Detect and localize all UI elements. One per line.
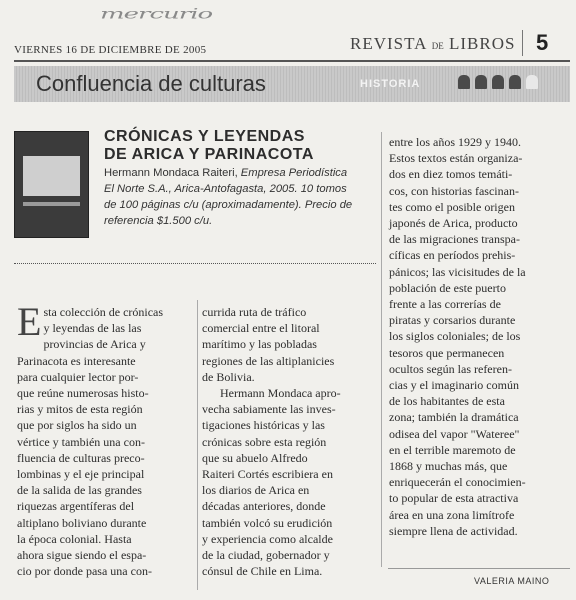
text-line: de las migraciones transpa- [389,232,520,247]
byline-rule [388,568,570,569]
text-line: vecha sabiamente las inves- [202,402,336,417]
article-column-2 [202,304,377,579]
text-line: odisea del vapor "Wateree" [389,426,520,441]
column-divider-1 [197,300,198,590]
text-line: Hermann Mondaca apro- [220,386,341,401]
review-banner [14,66,570,102]
header-rule [14,60,570,62]
text-line: rias y mitos de esta región [17,402,143,417]
section-word-de: DE [431,41,444,51]
text-line: altiplano boliviano durante [17,515,147,530]
book-author: Hermann Mondaca Raiteri, [104,167,238,179]
text-line: 1868 y muchas más, que [389,459,508,474]
text-line: dos en diez tomos temáti- [389,167,513,182]
dateline: VIERNES 16 DE DICIEMBRE DE 2005 [14,44,207,56]
rating-figure-icon [509,75,521,89]
text-line: cónsul de Chile en Lima. [202,564,323,579]
text-line: vértice y también una con- [17,434,145,449]
text-line: de los habitantes de esta [389,394,505,409]
text-line: lombinas y el eje principal [17,467,145,482]
column-divider-2 [381,132,382,567]
book-title [104,128,314,164]
section-word-revista: REVISTA [350,34,427,53]
text-line: tigaciones históricas y las [202,418,325,433]
rating-figure-icon [475,75,487,89]
text-line: zona; también la dramática [389,410,519,425]
text-line: to popular de esta atractiva [389,491,519,506]
text-line: marítimo y las pobladas [202,337,317,352]
cover-stripe [23,202,80,206]
text-line: tes como el posible origen [389,199,515,214]
text-line: de la ciudad, gobernador y [202,548,330,563]
text-line: cos, con historias fascinan- [389,183,519,198]
text-line: enriquecerán el conocimien- [389,475,526,490]
text-line: de Bolivia. [202,369,255,384]
text-line: población de este puerto [389,280,506,295]
credits-line: El Norte S.A., Arica-Antofagasta, 2005. 10 tomos [104,183,347,195]
text-line: que por siglos ha sido un [17,418,137,433]
rating-figure-icon [492,75,504,89]
text-line: crónicas sobre esta región [202,434,327,449]
book-credits [104,165,374,229]
text-line: cias y el imaginario común [389,378,519,393]
text-line: de la salida de las grandes [17,483,142,498]
genre-tag: HISTORIA [360,78,421,90]
text-line: los siglos coloniales; de los [389,329,521,344]
rating-figure-icon [526,75,538,89]
book-title-line-2: DE ARICA Y PARINACOTA [104,146,314,163]
text-line: tesoros que permanecen [389,345,505,360]
cover-illustration [23,156,80,196]
text-line: cíficas en períodos prehis- [389,248,516,263]
text-line: currida ruta de tráfico [202,305,307,319]
text-line: y experiencia como alcalde [202,531,333,546]
byline: VALERIA MAINO [474,576,550,586]
text-line: cio por donde pasa una con- [17,564,152,579]
text-line: entre los años 1929 y 1940. [389,135,521,149]
text-line: décadas anteriores, donde [202,499,326,514]
text-line: que su abuelo Alfredo [202,450,308,465]
section-word-libros: LIBROS [448,34,516,53]
book-title-line-1: CRÓNICAS Y LEYENDAS [104,128,305,145]
text-line: y leyendas de las las [43,321,142,336]
rating-icons [458,75,538,89]
text-line: la época colonial. Hasta [17,531,132,546]
text-line: ocultos según las referen- [389,361,512,376]
section-name [350,34,515,54]
banner-title: Confluencia de culturas [36,71,266,96]
credits-line: de 100 páginas c/u (aproximadamente). Precio de [104,199,353,211]
text-line: en el terrible maremoto de [389,442,516,457]
text-line: Estos textos están organiza- [389,151,523,166]
text-line: sta colección de crónicas [43,305,164,319]
page-number: 5 [536,30,549,55]
text-line: que reúne numerosas histo- [17,386,149,401]
text-line: Raiteri Cortés escribiera en [202,467,333,482]
text-line: fluencia de culturas preco- [17,450,145,465]
text-line: japonés de Arica, producto [389,216,518,231]
header-separator [522,30,523,56]
text-line: provincias de Arica y [43,337,146,352]
text-line: comercial entre el litoral [202,321,320,336]
dotted-divider [14,263,376,264]
text-line: regiones de las altiplanicies [202,353,335,368]
text-line: pánicos; las vicisitudes de la [389,264,526,279]
text-line: también volcó su erudición [202,515,333,530]
masthead-logo: mercurio [100,6,213,23]
text-line: frente a las correrías de [389,297,501,312]
text-line: para cualquier lector por- [17,369,139,384]
credits-line: Empresa Periodística [240,167,348,179]
article-column-1 [17,299,192,579]
drop-cap: E [17,299,42,344]
text-line: riquezas argentíferas del [17,499,135,514]
article-column-3 [389,134,571,539]
rating-figure-icon [458,75,470,89]
book-cover-image [14,131,89,238]
text-line: los diarios de Arica en [202,483,310,498]
text-line: Parinacota es interesante [17,353,136,368]
text-line: área en una zona limítrofe [389,507,515,522]
text-line: siempre llena de actividad. [389,523,518,538]
text-line: ahora sigue siendo el espa- [17,548,147,563]
text-line: piratas y corsarios durante [389,313,516,328]
credits-line: referencia $1.500 c/u. [104,215,213,227]
